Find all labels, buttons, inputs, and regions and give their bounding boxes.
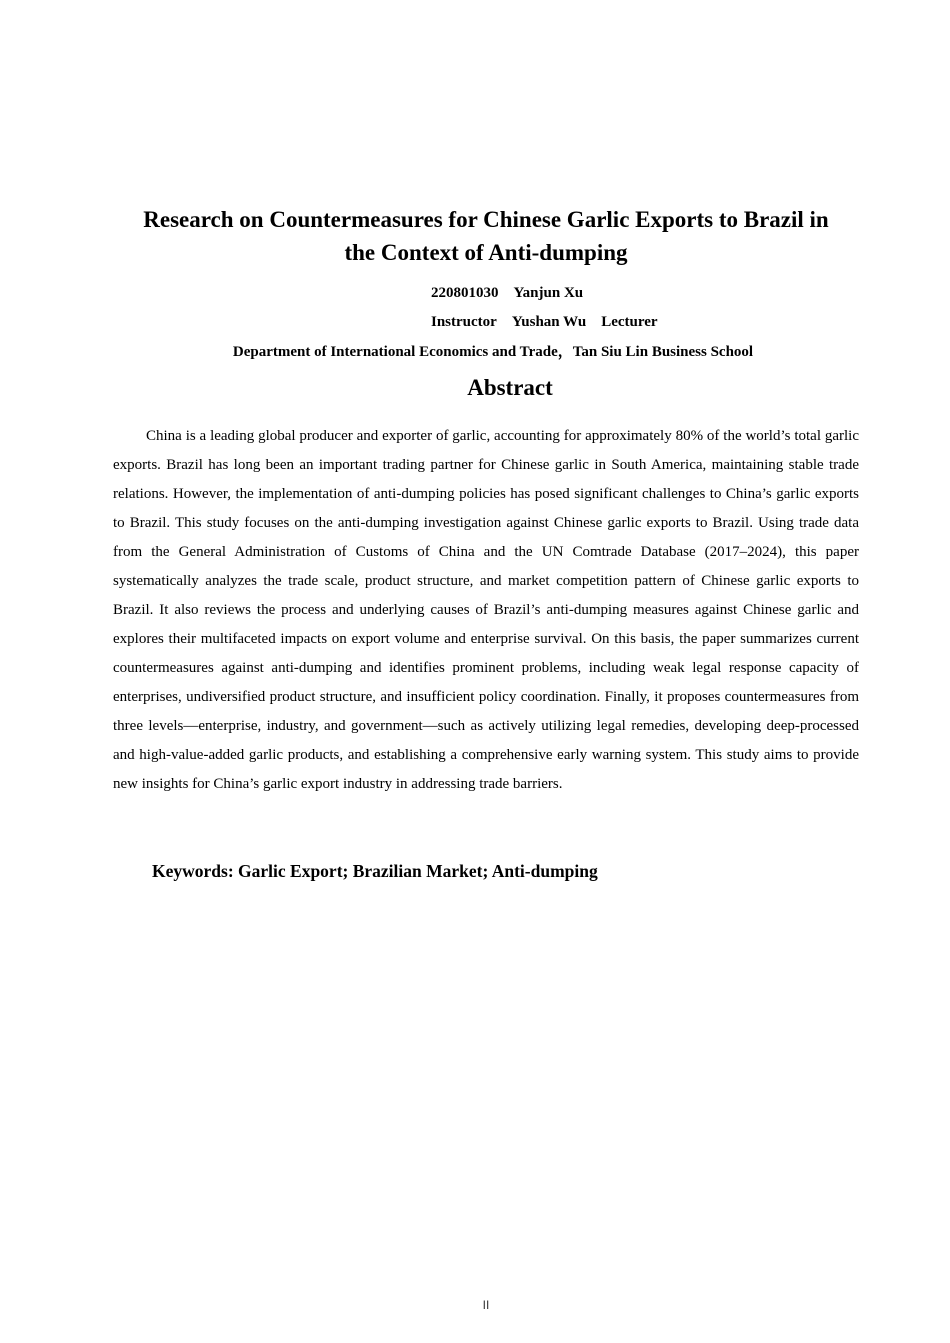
paper-title	[100, 203, 872, 269]
instructor-info	[431, 312, 658, 332]
instructor-name: Yushan Wu	[511, 314, 587, 330]
affiliation: Department of International Economics and Trade，Tan Siu Lin Business School	[232, 344, 754, 360]
paper-title-line-1: Research on Countermeasures for Chinese Garlic Exports to Brazil in	[143, 207, 829, 232]
student-info	[431, 283, 583, 303]
student-id: 220801030	[431, 285, 499, 301]
abstract-body: China is a leading global producer and exporter of garlic, accounting for approximately 80% of the world’s total garlic exports. Brazil has long been an important trading partner for Chinese garlic in South America, maintaining stable trade relations. However, the implementation of anti-dumping policies has posed significant challenges to China’s garlic exports to Brazil. This study focuses on the anti-dumping investigation against Chinese garlic exports to Brazil. Using trade data from the General Administration of Customs of China and the UN Comtrade Database (2017–2024), this paper systematically analyzes the trade scale, product structure, and market competition pattern of Chinese garlic exports to Brazil. It also reviews the process and underlying causes of Brazil’s anti-dumping measures against Chinese garlic and explores their multifaceted impacts on export volume and enterprise survival. On this basis, the paper summarizes current countermeasures against anti-dumping and identifies prominent problems, including weak legal response capacity of enterprises, undiversified product structure, and insufficient policy coordination. Finally, it proposes countermeasures from three levels—enterprise, industry, and government—such as actively utilizing legal remedies, developing deep-processed and high-value-added garlic products, and establishing a comprehensive early warning system. This study aims to provide new insights for China’s garlic export industry in addressing trade barriers.	[113, 428, 859, 792]
student-name: Yanjun Xu	[513, 285, 584, 301]
keywords: Keywords: Garlic Export; Brazilian Market; Anti-dumping	[152, 861, 598, 881]
page-number: II	[482, 1298, 490, 1312]
abstract-heading: Abstract	[467, 375, 553, 400]
instructor-label: Instructor	[431, 314, 497, 330]
instructor-title: Lecturer	[601, 314, 658, 330]
paper-title-line-2: the Context of Anti-dumping	[344, 240, 628, 265]
